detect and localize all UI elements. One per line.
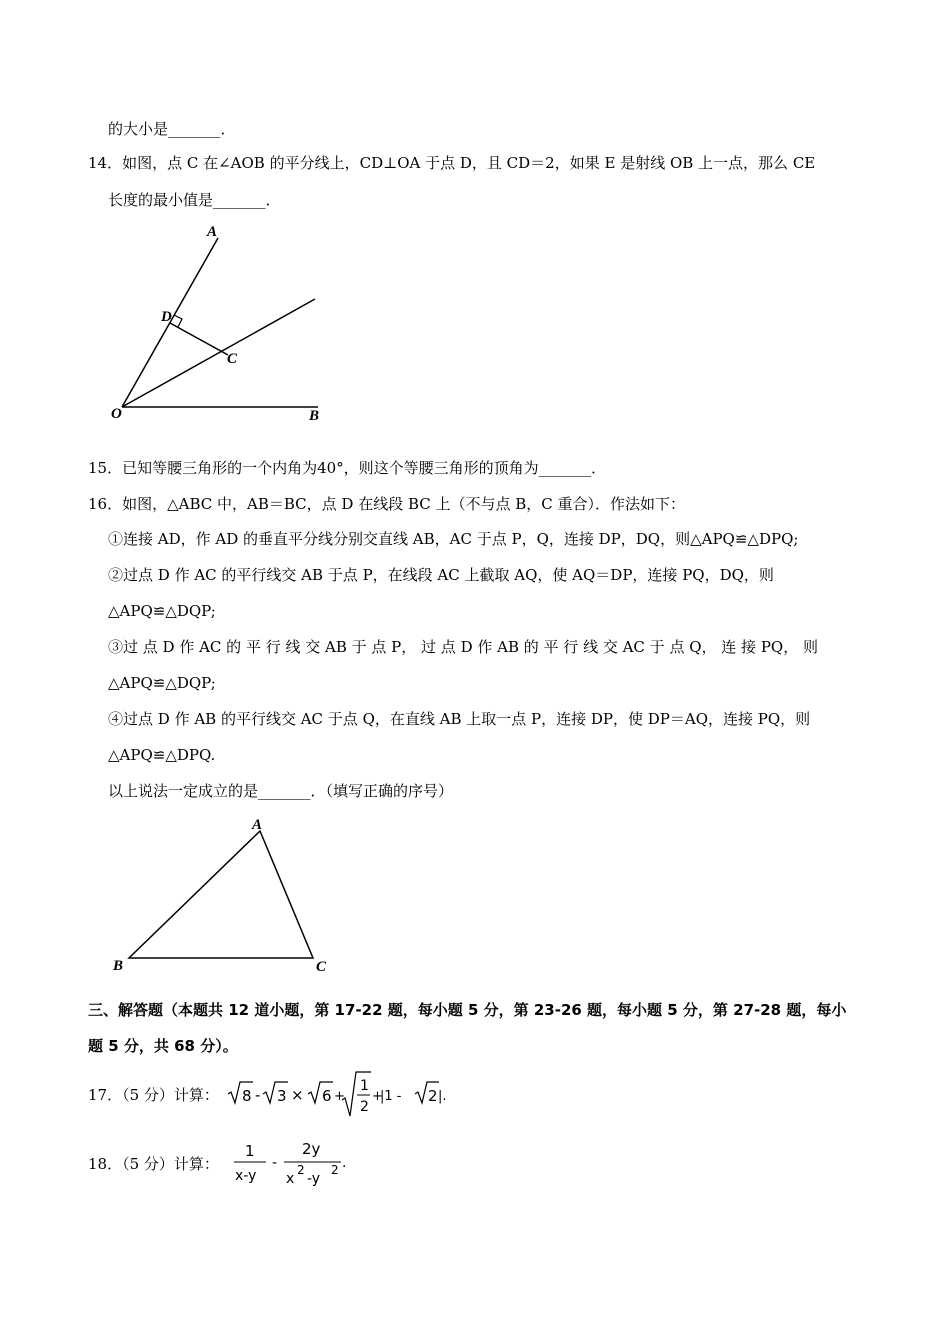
times-sign: × bbox=[291, 1086, 304, 1104]
q18-prefix: 18．（5 分）计算： bbox=[88, 1155, 219, 1173]
q17-expression bbox=[226, 1070, 456, 1120]
label-a: A bbox=[207, 224, 218, 240]
q16-option-2-line2: △APQ≌△DQP; bbox=[108, 602, 216, 620]
label-b: B bbox=[309, 408, 320, 424]
label-d: D bbox=[161, 309, 172, 325]
fraction-den: 2 bbox=[360, 1099, 369, 1115]
f1-denominator: x-y bbox=[235, 1168, 257, 1184]
abs-open: |1 - bbox=[380, 1089, 402, 1104]
radicand-2: 2 bbox=[428, 1087, 438, 1105]
q16-option-2-line1: ②过点 D 作 AC 的平行线交 AB 于点 P，在线段 AC 上截取 AQ，使 AQ＝DP，连接 PQ，DQ，则 bbox=[108, 566, 774, 584]
ray-oc bbox=[122, 299, 315, 407]
q14-text-line2: 长度的最小值是_______． bbox=[108, 191, 281, 209]
q14-figure bbox=[100, 220, 340, 430]
f2-numerator: 2y bbox=[302, 1140, 321, 1158]
q16-question: 以上说法一定成立的是_______．（填写正确的序号） bbox=[108, 782, 454, 800]
label-c: C bbox=[316, 959, 327, 975]
label-b: B bbox=[113, 958, 124, 974]
triangle-abc bbox=[129, 831, 313, 958]
q16-option-4-line1: ④过点 D 作 AB 的平行线交 AC 于点 Q，在直线 AB 上取一点 P，连接 DP，使 DP＝AQ，连接 PQ，则 bbox=[108, 710, 811, 728]
q15-text: 15．已知等腰三角形的一个内角为40°，则这个等腰三角形的顶角为_______． bbox=[88, 459, 607, 477]
q16-intro: 16．如图，△ABC 中，AB＝BC，点 D 在线段 BC 上（不与点 B，C 重合）．作法如下： bbox=[88, 495, 686, 513]
f2-den-exp2: 2 bbox=[331, 1163, 339, 1177]
section3-header-line2: 题 5 分，共 68 分）。 bbox=[88, 1037, 238, 1055]
q18-expression bbox=[230, 1136, 370, 1196]
end-period: . bbox=[342, 1155, 347, 1171]
q16-option-3-line2: △APQ≌△DQP; bbox=[108, 674, 216, 692]
fraction-num: 1 bbox=[360, 1078, 369, 1094]
q16-option-1: ①连接 AD，作 AD 的垂直平分线分别交直线 AB，AC 于点 P，Q，连接 DP，DQ，则△APQ≌△DPQ; bbox=[108, 530, 799, 548]
plus-sign: + bbox=[334, 1089, 345, 1104]
minus-sign: - bbox=[255, 1086, 261, 1104]
section3-header-line1: 三、解答题（本题共 12 道小题，第 17-22 题，每小题 5 分，第 23-26 题，每小题 5 分，第 27-28 题，每小 bbox=[88, 1001, 847, 1019]
q16-option-3-line1: ③过 点 D 作 AC 的 平 行 线 交 AB 于 点 P， 过 点 D 作 AB 的 平 行 线 交 AC 于 点 Q， 连 接 PQ， 则 bbox=[108, 638, 818, 656]
q16-option-4-line2: △APQ≌△DPQ. bbox=[108, 746, 216, 764]
label-a: A bbox=[252, 817, 263, 833]
f2-den-x: x bbox=[286, 1171, 295, 1187]
q16-figure bbox=[105, 812, 345, 982]
q14-text-line1: 14．如图，点 C 在∠AOB 的平分线上，CD⊥OA 于点 D，且 CD＝2，如果 E 是射线 OB 上一点，那么 CE bbox=[88, 154, 816, 172]
plus-sign-2: + bbox=[372, 1089, 383, 1104]
label-c: C bbox=[227, 351, 238, 367]
abs-close: |. bbox=[438, 1089, 447, 1104]
radicand-8: 8 bbox=[242, 1087, 252, 1105]
radicand-3: 3 bbox=[277, 1087, 287, 1105]
segment-dc bbox=[170, 323, 228, 355]
label-o: O bbox=[111, 406, 122, 422]
minus-sign: - bbox=[272, 1155, 278, 1171]
radicand-6: 6 bbox=[322, 1087, 332, 1105]
q17-prefix: 17．（5 分）计算： bbox=[88, 1086, 219, 1104]
f1-numerator: 1 bbox=[245, 1142, 255, 1160]
f2-den-exp1: 2 bbox=[297, 1163, 305, 1177]
f2-den-mid: -y bbox=[307, 1171, 321, 1187]
q13-tail: 的大小是_______． bbox=[108, 120, 236, 138]
